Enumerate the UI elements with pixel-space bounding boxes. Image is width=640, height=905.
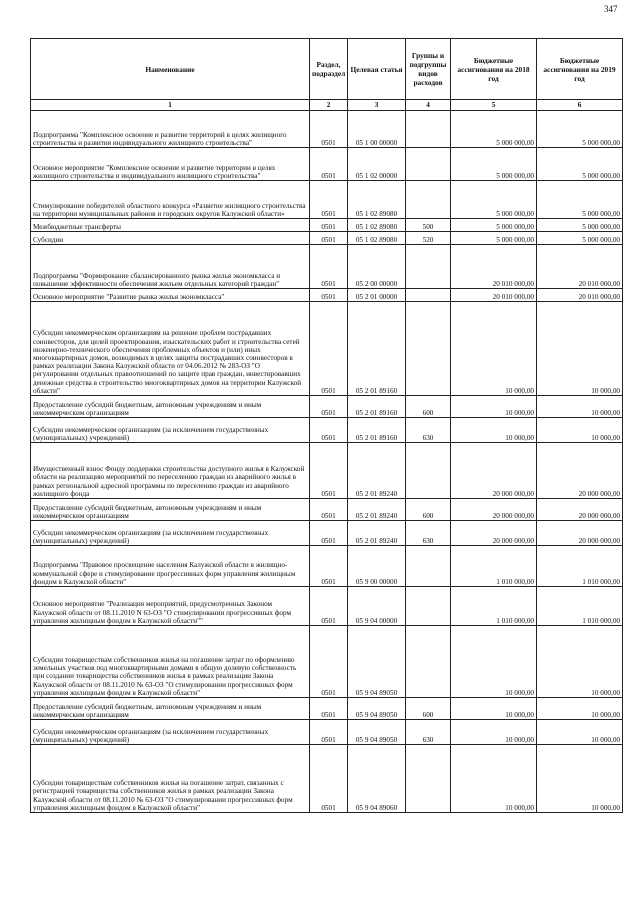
cell-target: 05 2 01 89160 [348, 418, 406, 443]
table-row [31, 698, 623, 720]
cell-y2019: 5 000 000,00 [537, 232, 623, 245]
cell-y2018: 5 000 000,00 [451, 111, 537, 148]
column-number: 4 [406, 100, 451, 111]
cell-name: Субсидии некоммерческим организациям на решение проблем пострадавших соинвесторов, для целей проектирования, изыскательских работ и строительства сетей инженерно-технического обеспечения проблемных объектов и (или) иных многоквартирных домов, возводимых в целях защиты пострадавших соинвесторов в рамках реализации Закона Калужской области от 04.06.2012 № 283-ОЗ "О регулировании отдельных правоотношений по защите прав граждан, инвестировавших денежные средства в строительство многоквартирных домов на территории Калужской области" [31, 302, 310, 396]
cell-target: 05 1 02 89080 [348, 181, 406, 219]
cell-target: 05 2 01 89240 [348, 499, 406, 521]
cell-section: 0501 [310, 148, 348, 181]
cell-y2018: 5 000 000,00 [451, 148, 537, 181]
cell-name: Предоставление субсидий бюджетным, автономным учреждениям и иным некоммерческим организациям [31, 396, 310, 418]
cell-section: 0501 [310, 111, 348, 148]
cell-target: 05 9 00 00000 [348, 546, 406, 587]
table-header-row [31, 39, 623, 100]
cell-group: 630 [406, 418, 451, 443]
cell-target: 05 9 04 89050 [348, 698, 406, 720]
table-row [31, 626, 623, 698]
header-group: Группы и подгруппы видов расходов [406, 39, 451, 100]
column-number: 5 [451, 100, 537, 111]
cell-name: Стимулирование победителей областного конкурса «Развитие жилищного строительства на территории муниципальных районов и городских округов Калужской области» [31, 181, 310, 219]
cell-y2019: 1 010 000,00 [537, 546, 623, 587]
cell-name: Основное мероприятие "Комплексное освоение и развитие территории в целях жилищного строительства и индивидуального жилищного строительства" [31, 148, 310, 181]
cell-y2018: 10 000,00 [451, 418, 537, 443]
cell-name: Основное мероприятие "Реализация мероприятий, предусмотренных Законом Калужской области от 08.11.2010 N 63-ОЗ "О стимулировании прогрессивных форм управления жилищным фондом в Калужской области"" [31, 587, 310, 626]
table-row [31, 521, 623, 546]
cell-section: 0501 [310, 289, 348, 302]
cell-name: Подпрограмма "Формирование сбалансированного рынка жилья экономкласса и повышение эффективности обеспечения жильем отдельных категорий граждан" [31, 245, 310, 289]
cell-section: 0501 [310, 443, 348, 499]
cell-section: 0501 [310, 302, 348, 396]
cell-section: 0501 [310, 219, 348, 232]
cell-group: 500 [406, 219, 451, 232]
cell-section: 0501 [310, 521, 348, 546]
cell-target: 05 2 00 00000 [348, 245, 406, 289]
cell-name: Субсидии товариществам собственников жилья на погашение затрат по оформлению земельных участков под многоквартирными домами в общую долевую собственность при создании товарищества собственников жилья в рамках реализации Закона Калужской области от 08.11.2010 № 63-ОЗ "О стимулировании прогрессивных форм управления жилищным фондом в Калужской области" [31, 626, 310, 698]
cell-y2019: 20 000 000,00 [537, 499, 623, 521]
header-2018: Бюджетные ассигнования на 2018 год [451, 39, 537, 100]
cell-group [406, 111, 451, 148]
cell-group: 600 [406, 396, 451, 418]
cell-y2018: 10 000,00 [451, 698, 537, 720]
cell-target: 05 9 04 00000 [348, 587, 406, 626]
cell-y2018: 10 000,00 [451, 302, 537, 396]
table-row [31, 443, 623, 499]
cell-y2019: 10 000,00 [537, 626, 623, 698]
table-row [31, 245, 623, 289]
cell-name: Субсидии товариществам собственников жилья на погашение затрат, связанных с регистрацией товарищества собственников жилья в рамках реализации Закона Калужской области от 08.11.2010 № 63-ОЗ "О стимулировании прогрессивных форм управления жилищным фондом в Калужской области" [31, 745, 310, 813]
cell-group [406, 289, 451, 302]
cell-y2018: 5 000 000,00 [451, 219, 537, 232]
header-target: Целевая статья [348, 39, 406, 100]
cell-group [406, 587, 451, 626]
cell-y2019: 20 010 000,00 [537, 289, 623, 302]
table-row [31, 148, 623, 181]
cell-name: Предоставление субсидий бюджетным, автономным учреждениям и иным некоммерческим организациям [31, 698, 310, 720]
table-row [31, 302, 623, 396]
cell-y2018: 20 000 000,00 [451, 521, 537, 546]
page-number: 347 [604, 4, 618, 14]
cell-name: Субсидии некоммерческим организациям (за исключением государственных (муниципальных) учреждений) [31, 521, 310, 546]
column-number: 3 [348, 100, 406, 111]
table-row [31, 289, 623, 302]
cell-target: 05 1 02 89080 [348, 232, 406, 245]
cell-y2018: 10 000,00 [451, 720, 537, 745]
cell-section: 0501 [310, 546, 348, 587]
cell-section: 0501 [310, 418, 348, 443]
cell-group [406, 626, 451, 698]
budget-table [30, 38, 623, 813]
cell-y2018: 20 010 000,00 [451, 245, 537, 289]
table-row [31, 219, 623, 232]
cell-name: Подпрограмма "Комплексное освоение и развитие территорий в целях жилищного строительства и развития индивидуального жилищного строительства" [31, 111, 310, 148]
cell-y2018: 20 010 000,00 [451, 289, 537, 302]
cell-section: 0501 [310, 499, 348, 521]
cell-target: 05 9 04 89050 [348, 720, 406, 745]
cell-group [406, 245, 451, 289]
table-row [31, 499, 623, 521]
cell-y2018: 1 010 000,00 [451, 587, 537, 626]
cell-section: 0501 [310, 698, 348, 720]
table-row [31, 720, 623, 745]
cell-y2019: 20 000 000,00 [537, 443, 623, 499]
cell-group [406, 443, 451, 499]
cell-y2019: 20 010 000,00 [537, 245, 623, 289]
cell-name: Субсидии некоммерческим организациям (за исключением государственных (муниципальных) учреждений) [31, 418, 310, 443]
cell-target: 05 2 01 00000 [348, 289, 406, 302]
cell-y2019: 1 010 000,00 [537, 587, 623, 626]
table-row [31, 587, 623, 626]
cell-y2019: 10 000,00 [537, 745, 623, 813]
cell-group [406, 745, 451, 813]
cell-target: 05 2 01 89160 [348, 396, 406, 418]
cell-section: 0501 [310, 245, 348, 289]
cell-target: 05 9 04 89060 [348, 745, 406, 813]
cell-target: 05 1 02 00000 [348, 148, 406, 181]
table-row [31, 111, 623, 148]
cell-section: 0501 [310, 720, 348, 745]
cell-section: 0501 [310, 181, 348, 219]
cell-name: Имущественный взнос Фонду поддержки строительства доступного жилья в Калужской области на реализацию мероприятий по переселению граждан из аварийного жилья в рамках региональной адресной программы по переселению граждан из аварийного жилищного фонда [31, 443, 310, 499]
cell-y2018: 5 000 000,00 [451, 181, 537, 219]
cell-y2018: 1 010 000,00 [451, 546, 537, 587]
cell-target: 05 1 00 00000 [348, 111, 406, 148]
cell-y2019: 5 000 000,00 [537, 219, 623, 232]
table-row [31, 396, 623, 418]
header-section: Раздел, подраздел [310, 39, 348, 100]
column-number: 6 [537, 100, 623, 111]
table-row [31, 181, 623, 219]
cell-target: 05 2 01 89240 [348, 521, 406, 546]
cell-section: 0501 [310, 396, 348, 418]
cell-y2019: 5 000 000,00 [537, 181, 623, 219]
cell-group: 630 [406, 521, 451, 546]
cell-y2018: 20 000 000,00 [451, 443, 537, 499]
cell-group [406, 148, 451, 181]
cell-group: 600 [406, 499, 451, 521]
cell-group: 520 [406, 232, 451, 245]
cell-name: Основное мероприятие "Развитие рынка жилья экономкласса" [31, 289, 310, 302]
cell-y2019: 20 000 000,00 [537, 521, 623, 546]
cell-name: Субсидии [31, 232, 310, 245]
cell-group [406, 546, 451, 587]
cell-y2019: 10 000,00 [537, 698, 623, 720]
cell-y2018: 10 000,00 [451, 396, 537, 418]
cell-group [406, 302, 451, 396]
cell-target: 05 2 01 89160 [348, 302, 406, 396]
cell-name: Предоставление субсидий бюджетным, автономным учреждениям и иным некоммерческим организациям [31, 499, 310, 521]
column-number: 1 [31, 100, 310, 111]
cell-target: 05 9 04 89050 [348, 626, 406, 698]
cell-y2018: 10 000,00 [451, 745, 537, 813]
column-number-row [31, 100, 623, 111]
cell-group: 600 [406, 698, 451, 720]
cell-y2018: 10 000,00 [451, 626, 537, 698]
cell-section: 0501 [310, 232, 348, 245]
cell-target: 05 1 02 89080 [348, 219, 406, 232]
cell-section: 0501 [310, 626, 348, 698]
cell-group [406, 181, 451, 219]
cell-section: 0501 [310, 587, 348, 626]
cell-section: 0501 [310, 745, 348, 813]
table-row [31, 418, 623, 443]
cell-y2018: 5 000 000,00 [451, 232, 537, 245]
table-body [31, 111, 623, 813]
header-2019: Бюджетные ассигнования на 2019 год [537, 39, 623, 100]
table-row [31, 232, 623, 245]
cell-name: Межбюджетные трансферты [31, 219, 310, 232]
header-name: Наименование [31, 39, 310, 100]
cell-y2019: 5 000 000,00 [537, 148, 623, 181]
cell-y2019: 10 000,00 [537, 396, 623, 418]
cell-y2019: 5 000 000,00 [537, 111, 623, 148]
cell-y2018: 20 000 000,00 [451, 499, 537, 521]
cell-target: 05 2 01 89240 [348, 443, 406, 499]
table-row [31, 745, 623, 813]
cell-group: 630 [406, 720, 451, 745]
cell-y2019: 10 000,00 [537, 418, 623, 443]
cell-name: Субсидии некоммерческим организациям (за исключением государственных (муниципальных) учреждений) [31, 720, 310, 745]
cell-y2019: 10 000,00 [537, 720, 623, 745]
cell-y2019: 10 000,00 [537, 302, 623, 396]
column-number: 2 [310, 100, 348, 111]
cell-name: Подпрограмма "Правовое просвещение населения Калужской области в жилищно-коммунальной сфере и стимулирование прогрессивных форм управления жилищным фондом в Калужской области" [31, 546, 310, 587]
table-row [31, 546, 623, 587]
